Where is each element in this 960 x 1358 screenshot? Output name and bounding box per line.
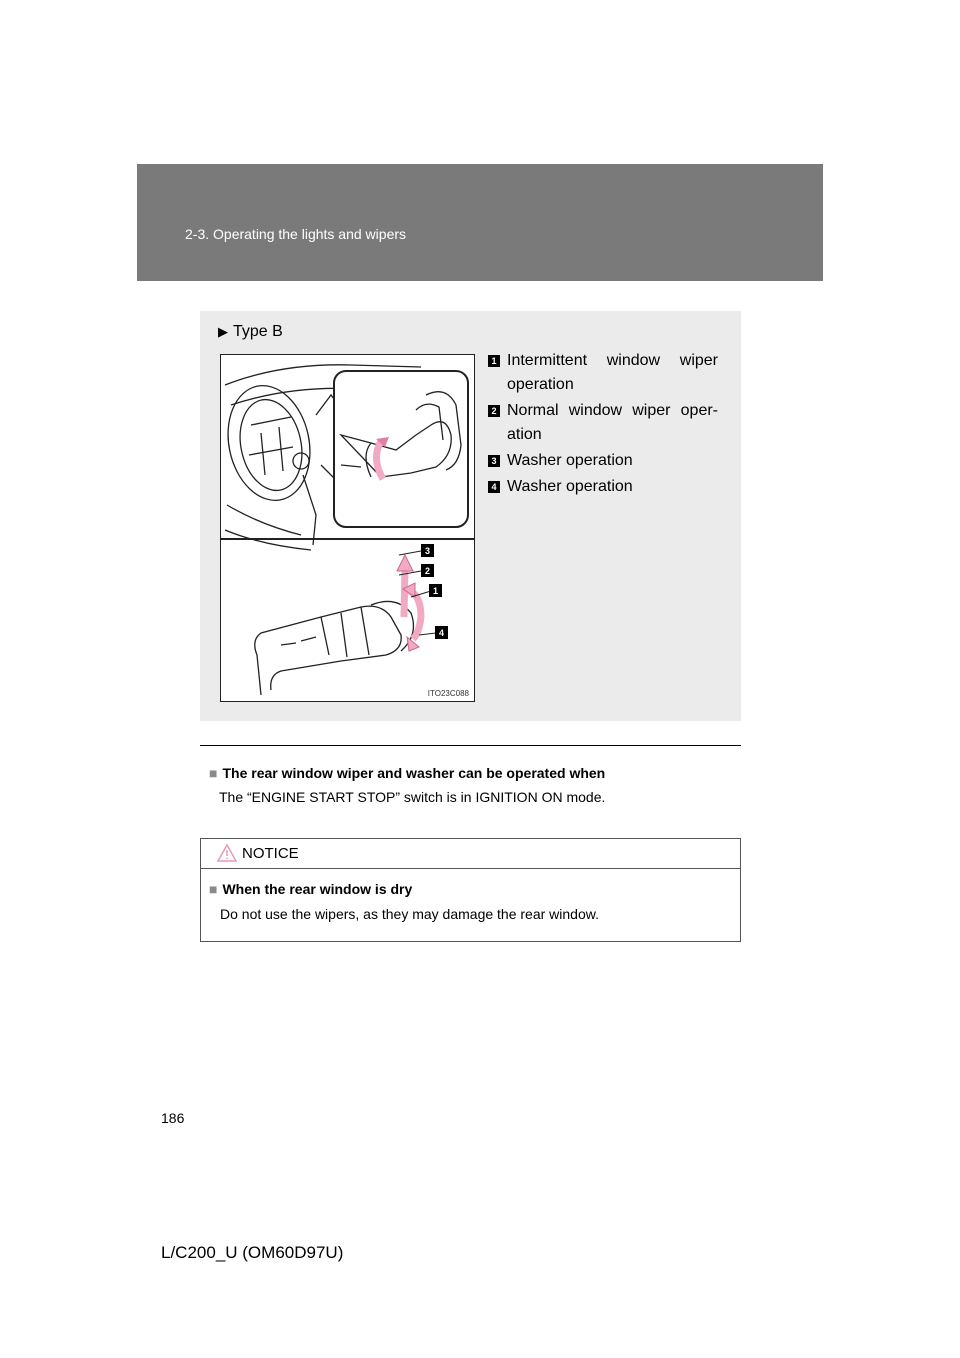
- number-badge: 2: [488, 405, 500, 417]
- page-header: [137, 164, 823, 281]
- note-section: [209, 765, 729, 805]
- item-text: Washer operation: [507, 452, 633, 469]
- item-text: Normal window wiper oper-ation: [507, 402, 718, 443]
- wiper-illustration: [220, 354, 475, 702]
- item-text: Intermittent window wiper operation: [507, 352, 718, 393]
- warning-icon: [217, 844, 237, 862]
- note-heading-text: The rear window wiper and washer can be operated when: [222, 765, 606, 781]
- type-label: [218, 323, 283, 341]
- number-badge: 3: [488, 455, 500, 467]
- notice-box: [200, 838, 741, 942]
- square-bullet-icon: ■: [209, 765, 218, 781]
- section-title: 2-3. Operating the lights and wipers: [185, 226, 407, 242]
- list-item: [488, 475, 718, 499]
- number-badge: 4: [488, 481, 500, 493]
- note-body: The “ENGINE START STOP” switch is in IGNITION ON mode.: [219, 789, 606, 805]
- callout-1: 1: [432, 586, 439, 596]
- notice-title: NOTICE: [242, 845, 299, 862]
- wiper-lever-drawing: [221, 355, 474, 701]
- operation-list: [488, 349, 718, 501]
- list-item: [488, 449, 718, 473]
- square-bullet-icon: ■: [209, 881, 218, 897]
- callout-4: 4: [438, 628, 445, 638]
- type-label-text: Type B: [233, 323, 283, 340]
- figure-panel: [200, 311, 741, 721]
- notice-heading-text: When the rear window is dry: [222, 881, 413, 897]
- callout-2: 2: [424, 566, 431, 576]
- callout-3: 3: [424, 546, 431, 556]
- page-number: 186: [161, 1110, 185, 1126]
- notice-body: Do not use the wipers, as they may damage the rear window.: [220, 906, 599, 922]
- notice-heading: [209, 881, 412, 897]
- model-code: L/C200_U (OM60D97U): [161, 1243, 344, 1262]
- item-text: Washer operation: [507, 478, 633, 495]
- number-badge: 1: [488, 355, 500, 367]
- list-item: [488, 349, 718, 397]
- note-heading: [209, 765, 729, 781]
- triangle-icon: ▶: [218, 324, 228, 339]
- list-item: [488, 399, 718, 447]
- figure-code: ITO23C088: [427, 689, 469, 698]
- section-divider: [200, 745, 741, 746]
- notice-title-bar: [201, 839, 740, 869]
